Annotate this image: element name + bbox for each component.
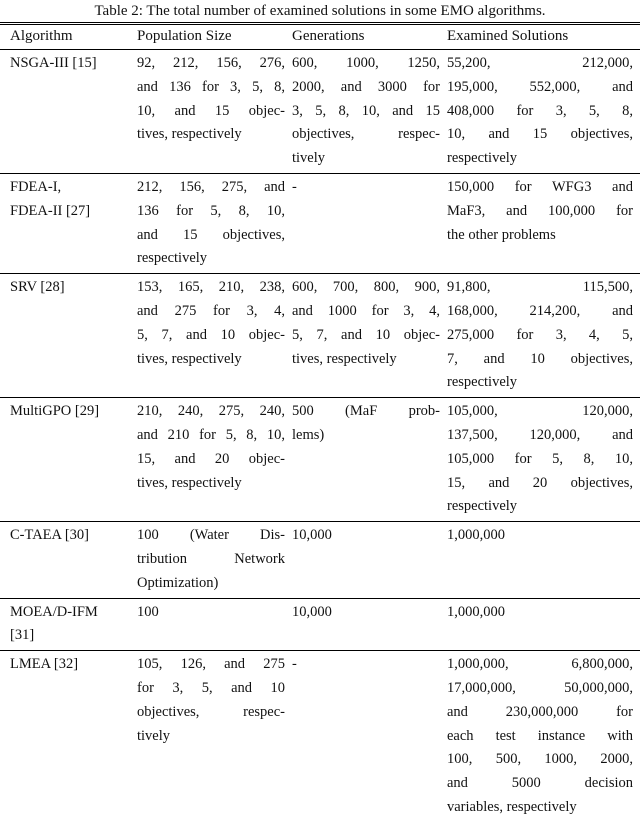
- table-row: [0, 522, 640, 598]
- cell-line: 212, 156, 275, and: [137, 178, 285, 195]
- cell-line: 136 for 5, 8, 10,: [137, 202, 285, 219]
- cell-line: 408,000 for 3, 5, 8,: [447, 102, 633, 119]
- cell-line: tives, respectively: [137, 474, 242, 491]
- population-size-cell: [137, 522, 292, 598]
- cell-line: -: [292, 178, 297, 195]
- cell-line: 105,000 for 5, 8, 10,: [447, 450, 633, 467]
- cell-line: 275,000 for 3, 4, 5,: [447, 326, 633, 343]
- cell-line: 10, and 15 objectives,: [447, 126, 633, 143]
- examined-solutions-cell: [447, 50, 640, 174]
- table-row: [0, 651, 640, 822]
- cell-line: MaF3, and 100,000 for: [447, 202, 633, 219]
- cell-line: respectively: [447, 374, 518, 391]
- cell-line: 100 (Water Dis-: [137, 527, 285, 544]
- cell-line: MultiGPO [29]: [10, 403, 100, 420]
- cell-line: and 210 for 5, 8, 10,: [137, 426, 285, 443]
- cell-line: 500 (MaF prob-: [292, 403, 440, 420]
- examined-solutions-cell: [447, 173, 640, 273]
- generations-cell: [292, 598, 447, 651]
- cell-line: and 1000 for 3, 4,: [292, 302, 440, 319]
- cell-line: tives, respectively: [292, 350, 397, 367]
- cell-line: and 275 for 3, 4,: [137, 302, 285, 319]
- examined-solutions-cell: [447, 522, 640, 598]
- algorithm-cell: [0, 651, 137, 822]
- cell-line: respectively: [447, 498, 518, 515]
- emo-algorithms-table: [0, 22, 640, 822]
- examined-solutions-cell: [447, 398, 640, 522]
- cell-line: 5, 7, and 10 objec-: [137, 326, 285, 343]
- population-size-cell: [137, 173, 292, 273]
- cell-line: C-TAEA [30]: [10, 527, 89, 544]
- table-row: [0, 274, 640, 398]
- cell-line: 153, 165, 210, 238,: [137, 279, 285, 296]
- header-row: [0, 24, 640, 50]
- cell-line: 1,000,000, 6,800,000,: [447, 656, 633, 673]
- cell-line: SRV [28]: [10, 279, 65, 296]
- cell-line: objectives, respec-: [137, 703, 285, 720]
- cell-line: LMEA [32]: [10, 656, 79, 673]
- algorithm-cell: [0, 173, 137, 273]
- cell-line: 91,800, 115,500,: [447, 279, 633, 296]
- cell-line: FDEA-I,: [10, 178, 62, 195]
- table-row: [0, 398, 640, 522]
- cell-line: 210, 240, 275, 240,: [137, 403, 285, 420]
- cell-line: 2000, and 3000 for: [292, 78, 440, 95]
- cell-line: the other problems: [447, 226, 556, 243]
- cell-line: tives, respectively: [137, 350, 242, 367]
- generations-cell: [292, 522, 447, 598]
- cell-line: 168,000, 214,200, and: [447, 302, 633, 319]
- cell-line: 600, 1000, 1250,: [292, 55, 440, 71]
- cell-line: tribution Network: [137, 550, 285, 567]
- cell-line: 600, 700, 800, 900,: [292, 279, 440, 296]
- cell-line: and 136 for 3, 5, 8,: [137, 78, 285, 95]
- table-row: [0, 173, 640, 273]
- population-size-cell: [137, 598, 292, 651]
- cell-line: 7, and 10 objectives,: [447, 350, 633, 367]
- cell-line: 10,000: [292, 527, 332, 544]
- cell-line: and 230,000,000 for: [447, 703, 633, 720]
- examined-solutions-cell: [447, 598, 640, 651]
- cell-line: 105, 126, and 275: [137, 656, 285, 673]
- table-caption: Table 2: The total number of examined solutions in some EMO algorithms.: [94, 3, 546, 19]
- population-size-cell: [137, 651, 292, 822]
- cell-line: 15, and 20 objec-: [137, 450, 285, 467]
- column-header-examined-solutions: Examined Solutions: [447, 24, 640, 50]
- generations-cell: [292, 651, 447, 822]
- cell-line: 100: [137, 603, 159, 620]
- cell-line: objectives, respec-: [292, 126, 440, 143]
- cell-line: for 3, 5, and 10: [137, 679, 285, 696]
- population-size-cell: [137, 274, 292, 398]
- algorithm-cell: [0, 522, 137, 598]
- column-header-population-size: Population Size: [137, 24, 292, 50]
- cell-line: 105,000, 120,000,: [447, 403, 633, 420]
- cell-line: tively: [292, 150, 326, 167]
- generations-cell: [292, 274, 447, 398]
- cell-line: respectively: [447, 150, 518, 167]
- cell-line: NSGA-III [15]: [10, 55, 97, 71]
- cell-line: Optimization): [137, 574, 219, 591]
- generations-cell: [292, 173, 447, 273]
- algorithm-cell: [0, 274, 137, 398]
- cell-line: tives, respectively: [137, 126, 242, 143]
- cell-line: MOEA/D-IFM: [10, 603, 98, 620]
- cell-line: 10, and 15 objec-: [137, 102, 285, 119]
- table-row: [0, 598, 640, 651]
- population-size-cell: [137, 50, 292, 174]
- cell-line: respectively: [137, 250, 208, 267]
- generations-cell: [292, 398, 447, 522]
- cell-line: 137,500, 120,000, and: [447, 426, 633, 443]
- column-header-algorithm: Algorithm: [0, 24, 137, 50]
- cell-line: -: [292, 656, 297, 673]
- generations-cell: [292, 50, 447, 174]
- cell-line: 195,000, 552,000, and: [447, 78, 633, 95]
- examined-solutions-cell: [447, 651, 640, 822]
- cell-line: 1,000,000: [447, 527, 505, 544]
- table-row: [0, 50, 640, 174]
- population-size-cell: [137, 398, 292, 522]
- algorithm-cell: [0, 398, 137, 522]
- cell-line: 3, 5, 8, 10, and 15: [292, 102, 440, 119]
- cell-line: variables, respectively: [447, 798, 577, 815]
- examined-solutions-cell: [447, 274, 640, 398]
- cell-line: 1,000,000: [447, 603, 505, 620]
- cell-line: 15, and 20 objectives,: [447, 474, 633, 491]
- cell-line: 55,200, 212,000,: [447, 55, 633, 71]
- cell-line: 150,000 for WFG3 and: [447, 178, 633, 195]
- cell-line: and 5000 decision: [447, 775, 633, 792]
- cell-line: FDEA-II [27]: [10, 202, 91, 219]
- cell-line: 100, 500, 1000, 2000,: [447, 751, 633, 768]
- cell-line: tively: [137, 727, 171, 744]
- cell-line: [31]: [10, 627, 35, 644]
- cell-line: 5, 7, and 10 objec-: [292, 326, 440, 343]
- cell-line: and 15 objectives,: [137, 226, 285, 243]
- cell-line: each test instance with: [447, 727, 633, 744]
- cell-line: 10,000: [292, 603, 332, 620]
- column-header-generations: Generations: [292, 24, 447, 50]
- cell-line: 17,000,000, 50,000,000,: [447, 679, 633, 696]
- cell-line: 92, 212, 156, 276,: [137, 55, 285, 71]
- algorithm-cell: [0, 50, 137, 174]
- cell-line: lems): [292, 426, 325, 443]
- algorithm-cell: [0, 598, 137, 651]
